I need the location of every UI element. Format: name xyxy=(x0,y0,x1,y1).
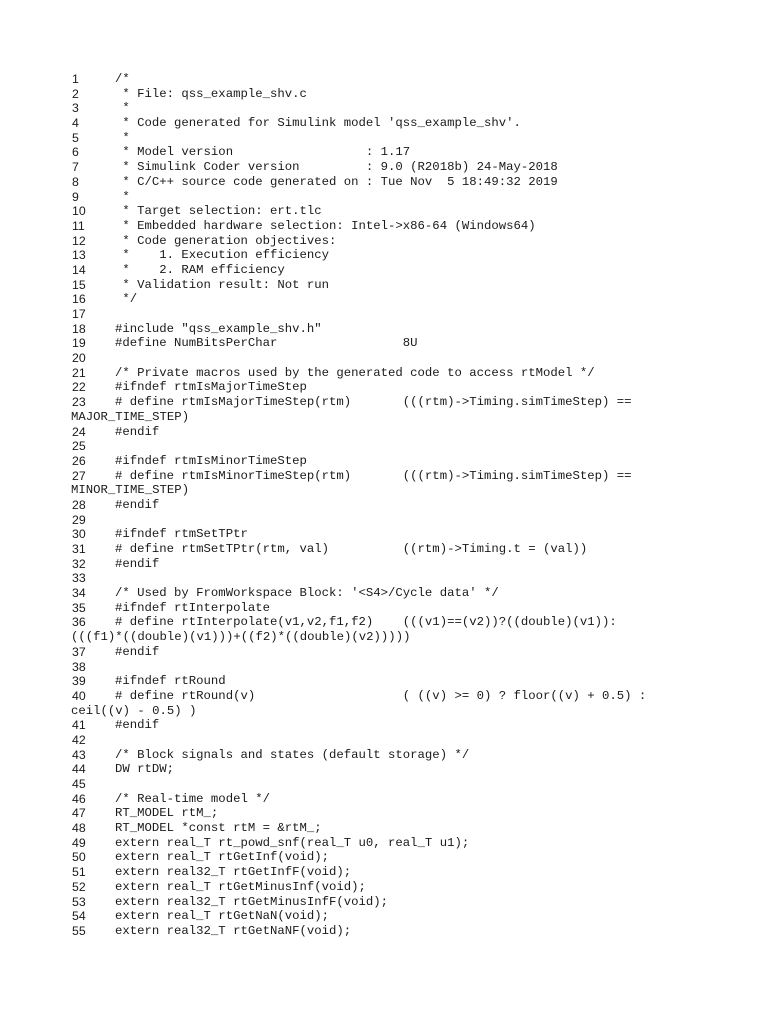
line-number: 11 xyxy=(72,218,85,233)
code-text: * Code generation objectives: xyxy=(115,233,337,248)
code-line xyxy=(72,101,692,116)
code-line xyxy=(72,836,692,851)
line-number: 53 xyxy=(72,894,86,909)
line-number: 24 xyxy=(72,424,86,439)
code-text: * C/C++ source code generated on : Tue Nov 5 18:49:32 2019 xyxy=(115,174,558,189)
code-line xyxy=(72,248,692,263)
code-line xyxy=(72,557,692,572)
line-number: 27 xyxy=(72,468,86,483)
code-text: extern real_T rtGetInf(void); xyxy=(115,850,330,865)
code-line xyxy=(72,278,692,293)
code-line xyxy=(72,748,692,763)
line-number: 42 xyxy=(72,732,86,747)
code-line xyxy=(72,395,692,410)
line-number: 5 xyxy=(72,130,79,145)
code-text: #endif xyxy=(115,424,160,439)
line-number: 47 xyxy=(72,806,86,821)
code-text: #ifndef rtmIsMajorTimeStep xyxy=(115,380,307,395)
code-text: #endif xyxy=(115,556,160,571)
line-number: 46 xyxy=(72,791,86,806)
code-text: * Code generated for Simulink model 'qss_example_shv'. xyxy=(115,116,521,131)
code-line xyxy=(72,190,692,205)
line-number: 26 xyxy=(72,453,86,468)
line-number: 49 xyxy=(72,835,86,850)
line-number: 21 xyxy=(72,365,86,380)
code-line xyxy=(72,234,692,249)
code-line xyxy=(72,366,692,381)
code-text: * Target selection: ert.tlc xyxy=(115,204,322,219)
code-line xyxy=(72,909,692,924)
code-text: # define rtRound(v) ( ((v) >= 0) ? floor((v) + 0.5) : xyxy=(115,688,647,703)
code-line xyxy=(72,542,692,557)
code-line xyxy=(72,336,692,351)
code-line xyxy=(72,527,692,542)
code-line xyxy=(72,850,692,865)
code-line xyxy=(72,865,692,880)
code-listing xyxy=(72,72,692,939)
code-line xyxy=(72,733,692,748)
code-text: /* Private macros used by the generated code to access rtModel */ xyxy=(115,365,595,380)
line-number: 55 xyxy=(72,923,86,938)
line-number: 18 xyxy=(72,321,86,336)
code-text: * 2. RAM efficiency xyxy=(115,262,285,277)
code-text: extern real32_T rtGetInfF(void); xyxy=(115,865,352,880)
code-line xyxy=(72,601,692,616)
code-line xyxy=(72,806,692,821)
code-text: extern real32_T rtGetMinusInfF(void); xyxy=(115,894,389,909)
code-line xyxy=(72,615,692,630)
line-number: 4 xyxy=(72,116,79,131)
code-text: #include "qss_example_shv.h" xyxy=(115,321,322,336)
code-text: #define NumBitsPerChar 8U xyxy=(115,336,418,351)
code-line xyxy=(72,175,692,190)
code-line xyxy=(72,351,692,366)
line-number: 50 xyxy=(72,850,86,865)
code-text: # define rtmIsMinorTimeStep(rtm) (((rtm)->Timing.simTimeStep) == xyxy=(115,468,632,483)
code-line xyxy=(72,307,692,322)
code-text: #endif xyxy=(115,497,160,512)
line-number: 14 xyxy=(72,262,86,277)
code-line xyxy=(72,380,692,395)
line-number: 22 xyxy=(72,380,86,395)
code-line-wrap: ceil((v) - 0.5) ) xyxy=(71,703,197,718)
line-number: 15 xyxy=(72,277,86,292)
code-text: extern real_T rtGetMinusInf(void); xyxy=(115,879,366,894)
code-text: #endif xyxy=(115,644,160,659)
code-text: * xyxy=(115,189,130,204)
code-line xyxy=(72,586,692,601)
code-line xyxy=(72,469,692,484)
code-line xyxy=(72,513,692,528)
line-number: 41 xyxy=(72,718,86,733)
code-line xyxy=(72,792,692,807)
line-number: 2 xyxy=(72,86,79,101)
code-text: #ifndef rtmIsMinorTimeStep xyxy=(115,453,307,468)
code-text: #ifndef rtRound xyxy=(115,674,226,689)
line-number: 10 xyxy=(72,204,86,219)
line-number: 45 xyxy=(72,777,86,791)
line-number: 9 xyxy=(72,189,79,204)
code-text: #endif xyxy=(115,718,160,733)
line-number: 38 xyxy=(72,659,86,674)
line-number: 3 xyxy=(72,101,79,116)
code-line xyxy=(72,204,692,219)
code-line xyxy=(72,454,692,469)
code-text: * Simulink Coder version : 9.0 (R2018b) 24-May-2018 xyxy=(115,160,558,175)
code-line xyxy=(72,762,692,777)
code-text: #ifndef rtInterpolate xyxy=(115,600,270,615)
line-number: 20 xyxy=(72,351,86,366)
code-text: */ xyxy=(115,292,138,307)
code-line-wrap: MAJOR_TIME_STEP) xyxy=(71,409,190,424)
code-line xyxy=(72,777,692,792)
code-text: extern real32_T rtGetNaNF(void); xyxy=(115,923,352,938)
line-number: 32 xyxy=(72,556,86,571)
code-line xyxy=(72,895,692,910)
code-line xyxy=(72,425,692,440)
line-number: 28 xyxy=(72,497,86,512)
code-line xyxy=(72,292,692,307)
code-line xyxy=(72,498,692,513)
code-line xyxy=(72,160,692,175)
code-line xyxy=(72,145,692,160)
line-number: 13 xyxy=(72,248,86,263)
line-number: 36 xyxy=(72,615,86,630)
line-number: 30 xyxy=(72,527,86,542)
code-line xyxy=(72,322,692,337)
code-text: # define rtInterpolate(v1,v2,f1,f2) (((v1)==(v2))?((double)(v1)): xyxy=(115,615,617,630)
line-number: 19 xyxy=(72,336,86,351)
code-text: /* Used by FromWorkspace Block: '<S4>/Cycle data' */ xyxy=(115,586,499,601)
code-text: * Model version : 1.17 xyxy=(115,145,411,160)
code-text: /* Block signals and states (default storage) */ xyxy=(115,747,470,762)
line-number: 43 xyxy=(72,747,86,762)
code-line xyxy=(72,116,692,131)
code-line xyxy=(72,645,692,660)
code-line xyxy=(72,263,692,278)
line-number: 51 xyxy=(72,865,86,880)
code-text: DW rtDW; xyxy=(115,762,175,777)
line-number: 37 xyxy=(72,644,86,659)
code-line xyxy=(72,689,692,704)
line-number: 54 xyxy=(72,909,86,924)
line-number: 40 xyxy=(72,688,86,703)
code-text: extern real_T rt_powd_snf(real_T u0, real_T u1); xyxy=(115,835,470,850)
code-text: #ifndef rtmSetTPtr xyxy=(115,527,248,542)
line-number: 12 xyxy=(72,233,86,248)
code-line xyxy=(72,660,692,675)
line-number: 34 xyxy=(72,586,86,601)
code-line xyxy=(72,880,692,895)
line-number: 1 xyxy=(72,72,79,86)
code-text: RT_MODEL rtM_; xyxy=(115,806,219,821)
code-line xyxy=(72,924,692,939)
code-line xyxy=(72,87,692,102)
code-line xyxy=(72,571,692,586)
code-text: * xyxy=(115,101,130,116)
code-text: extern real_T rtGetNaN(void); xyxy=(115,909,330,924)
line-number: 33 xyxy=(72,571,86,586)
code-text: * 1. Execution efficiency xyxy=(115,248,330,263)
line-number: 48 xyxy=(72,821,86,836)
line-number: 6 xyxy=(72,145,79,160)
code-line xyxy=(72,821,692,836)
line-number: 39 xyxy=(72,674,86,689)
line-number: 35 xyxy=(72,600,86,615)
code-text: * Validation result: Not run xyxy=(115,277,330,292)
code-text: * xyxy=(115,130,130,145)
code-line-wrap: MINOR_TIME_STEP) xyxy=(71,483,190,498)
code-text: * File: qss_example_shv.c xyxy=(115,86,307,101)
code-text: # define rtmSetTPtr(rtm, val) ((rtm)->Timing.t = (val)) xyxy=(115,542,588,556)
line-number: 16 xyxy=(72,292,86,307)
line-number: 7 xyxy=(72,160,79,175)
code-line xyxy=(72,718,692,733)
line-number: 17 xyxy=(72,307,86,321)
code-line xyxy=(72,674,692,689)
code-line xyxy=(72,439,692,454)
line-number: 29 xyxy=(72,512,86,527)
line-number: 8 xyxy=(72,174,79,189)
line-number: 23 xyxy=(72,395,86,410)
code-text: /* xyxy=(115,72,130,86)
code-text: * Embedded hardware selection: Intel->x86-64 (Windows64) xyxy=(115,218,536,233)
code-text: /* Real-time model */ xyxy=(115,791,270,806)
line-number: 25 xyxy=(72,439,86,454)
code-line-wrap: (((f1)*((double)(v1)))+((f2)*((double)(v2))))) xyxy=(71,630,411,645)
code-text: # define rtmIsMajorTimeStep(rtm) (((rtm)->Timing.simTimeStep) == xyxy=(115,395,632,410)
code-line xyxy=(72,219,692,234)
code-line xyxy=(72,72,692,87)
line-number: 31 xyxy=(72,542,86,556)
code-line xyxy=(72,131,692,146)
code-text: RT_MODEL *const rtM = &rtM_; xyxy=(115,821,322,836)
line-number: 52 xyxy=(72,879,86,894)
line-number: 44 xyxy=(72,762,86,777)
